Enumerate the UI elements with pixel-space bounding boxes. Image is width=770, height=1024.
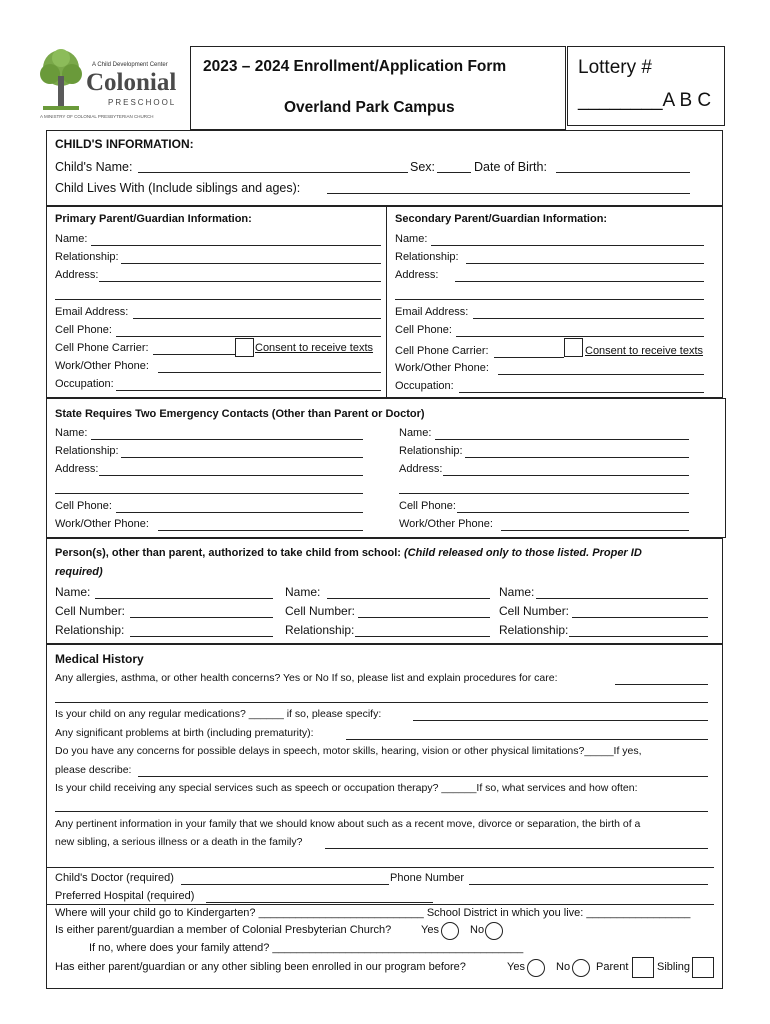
enrolled-question: Has either parent/guardian or any other sibling been enrolled in our program before? [55,961,466,973]
secondary-name-field[interactable] [431,245,704,246]
parent-label: Parent [596,961,629,973]
lottery-label: Lottery # [578,57,652,78]
emergency2-address-label: Address: [399,463,443,475]
pickup3-cell-label: Cell Number: [499,604,570,618]
doctor-phone-field[interactable] [469,884,708,885]
pickup1-cell-label: Cell Number: [55,604,126,618]
child-name-label: Child's Name: [55,160,133,174]
emergency1-address-label: Address: [55,463,99,475]
medical-q6-field[interactable] [325,848,708,849]
medical-q2: Is your child on any regular medications? ______ if so, please specify: [55,708,382,720]
secondary-cell-label: Cell Phone: [395,324,452,336]
pickup-note: (Child released only to those listed. Proper ID [404,547,642,559]
emergency1-work-label: Work/Other Phone: [55,518,149,530]
emergency2-name-field[interactable] [435,439,689,440]
pickup2-name-field[interactable] [327,598,490,599]
primary-email-label: Email Address: [55,306,129,318]
enrolled-yes-radio[interactable] [527,959,545,977]
logo-tagline: A Child Development Center [92,62,168,68]
member-yes-radio[interactable] [441,922,459,940]
emergency2-cell-label: Cell Phone: [399,500,456,512]
medical-heading: Medical History [55,652,144,666]
primary-cell-label: Cell Phone: [55,324,112,336]
secondary-address-field-2[interactable] [395,299,704,300]
secondary-name-label: Name: [395,233,428,245]
tree-icon [38,48,84,114]
emergency1-address-field[interactable] [99,475,363,476]
pickup3-name-label: Name: [499,585,535,599]
emergency1-work-field[interactable] [158,530,363,531]
primary-name-field[interactable] [91,245,381,246]
pickup1-relationship-field[interactable] [130,636,273,637]
secondary-work-label: Work/Other Phone: [395,362,489,374]
pickup1-relationship-label: Relationship: [55,623,125,637]
emergency2-address-field[interactable] [443,475,689,476]
primary-work-field[interactable] [158,372,381,373]
secondary-email-label: Email Address: [395,306,469,318]
secondary-work-field[interactable] [498,374,704,375]
member-yes-label: Yes [421,924,439,936]
enrolled-yes-label: Yes [507,961,525,973]
pickup-heading [55,547,642,560]
pickup2-relationship-label: Relationship: [285,623,355,637]
member-no-radio[interactable] [485,922,503,940]
pickup2-cell-field[interactable] [358,617,490,618]
primary-email-field[interactable] [133,318,381,319]
medical-q3: Any significant problems at birth (including prematurity): [55,727,314,739]
dob-label: Date of Birth: [474,160,547,174]
secondary-relationship-label: Relationship: [395,251,459,263]
primary-address-field[interactable] [99,281,381,282]
dob-field[interactable] [556,172,690,173]
primary-name-label: Name: [55,233,88,245]
pickup1-name-label: Name: [55,585,91,599]
secondary-cell-field[interactable] [456,336,704,337]
emergency1-cell-label: Cell Phone: [55,500,112,512]
primary-heading: Primary Parent/Guardian Information: [55,213,252,225]
secondary-consent-checkbox[interactable] [564,338,583,357]
secondary-occupation-field[interactable] [459,392,704,393]
medical-q3-field[interactable] [346,739,708,740]
member-question: Is either parent/guardian a member of Colonial Presbyterian Church? [55,924,392,936]
medical-divider [46,867,714,868]
parents-divider [386,206,387,398]
emergency1-cell-field[interactable] [116,512,363,513]
emergency1-relationship-field[interactable] [121,457,363,458]
member-no-label: No [470,924,485,936]
doctor-label: Child's Doctor (required) [55,872,174,884]
kindergarten-question: Where will your child go to Kindergarten? ___________________________ School District in which you live: _________________ [55,907,691,919]
emergency1-relationship-label: Relationship: [55,445,119,457]
primary-address-label: Address: [55,269,99,281]
pickup2-cell-label: Cell Number: [285,604,356,618]
medical-section [46,644,723,989]
secondary-heading: Secondary Parent/Guardian Information: [395,213,608,225]
enrolled-no-label: No [556,961,571,973]
sex-label: Sex: [410,160,436,174]
primary-consent-label: Consent to receive texts [255,342,374,354]
pickup-note-2: required) [55,566,103,578]
pickup3-relationship-label: Relationship: [499,623,569,637]
emergency2-relationship-label: Relationship: [399,445,463,457]
medical-q1: Any allergies, asthma, or other health concerns? Yes or No If so, please list and explain procedures for care: [55,672,558,684]
secondary-address-label: Address: [395,269,439,281]
doctor-phone-label: Phone Number [390,872,464,884]
sibling-label: Sibling [657,961,691,973]
hospital-label: Preferred Hospital (required) [55,890,195,902]
pickup3-relationship-field[interactable] [569,636,708,637]
enrolled-no-radio[interactable] [572,959,590,977]
primary-occupation-field[interactable] [116,390,381,391]
emergency2-address-field-2[interactable] [399,493,689,494]
secondary-email-field[interactable] [473,318,704,319]
medical-q5-field[interactable] [55,811,708,812]
emergency2-relationship-field[interactable] [465,457,689,458]
primary-cell-field[interactable] [116,336,381,337]
pickup1-cell-field[interactable] [130,617,273,618]
pickup3-name-field[interactable] [536,598,708,599]
pickup2-relationship-field[interactable] [355,636,490,637]
medical-q6b: new sibling, a serious illness or a death in the family? [55,836,303,848]
campus-title: Overland Park Campus [284,99,455,116]
medical-q4b: please describe: [55,764,132,776]
emergency2-cell-field[interactable] [457,512,689,513]
lottery-value[interactable]: ________A B C [578,90,712,111]
emergency1-name-field[interactable] [91,439,363,440]
secondary-carrier-field[interactable] [494,357,564,358]
emergency2-name-label: Name: [399,427,432,439]
lives-with-field[interactable] [327,193,690,194]
primary-carrier-field[interactable] [153,354,235,355]
parent-checkbox[interactable] [632,957,654,978]
primary-relationship-field[interactable] [121,263,381,264]
secondary-occupation-label: Occupation: [395,380,454,392]
primary-relationship-label: Relationship: [55,251,119,263]
logo-ministry: A MINISTRY OF COLONIAL PRESBYTERIAN CHURCH [40,114,154,119]
medical-q4: Do you have any concerns for possible delays in speech, motor skills, hearing, vision or other physical limitations?_____If yes, [55,745,642,757]
primary-carrier-label: Cell Phone Carrier: [55,342,149,354]
primary-work-label: Work/Other Phone: [55,360,149,372]
hospital-divider [46,904,714,905]
secondary-consent-label: Consent to receive texts [585,345,704,357]
medical-q5: Is your child receiving any special services such as speech or occupation therapy? ______If so, what services and how often: [55,782,638,794]
attend-question: If no, where does your family attend? _________________________________________ [89,942,524,954]
pickup3-cell-field[interactable] [572,617,708,618]
logo [38,48,178,120]
pickup1-name-field[interactable] [95,598,273,599]
medical-q1-field-2[interactable] [55,702,708,703]
primary-occupation-label: Occupation: [55,378,114,390]
child-heading: CHILD'S INFORMATION: [55,137,194,151]
emergency2-work-label: Work/Other Phone: [399,518,493,530]
child-name-field[interactable] [138,172,408,173]
medical-q4-field[interactable] [138,776,708,777]
primary-consent-checkbox[interactable] [235,338,254,357]
form-title: 2023 – 2024 Enrollment/Application Form [203,58,507,75]
pickup-heading-text: Person(s), other than parent, authorized to take child from school: [55,547,401,559]
lives-with-label: Child Lives With (Include siblings and ages): [55,181,301,195]
emergency-heading: State Requires Two Emergency Contacts (Other than Parent or Doctor) [55,408,425,420]
pickup2-name-label: Name: [285,585,321,599]
emergency2-work-field[interactable] [501,530,689,531]
hospital-field[interactable] [206,902,433,903]
medical-q6: Any pertinent information in your family that we should know about such as a recent move, divorce or separation, the birth of a [55,818,641,830]
logo-name: Colonial [86,69,177,96]
doctor-field[interactable] [181,884,389,885]
secondary-carrier-label: Cell Phone Carrier: [395,345,489,357]
sex-field[interactable] [437,172,471,173]
emergency1-name-label: Name: [55,427,88,439]
secondary-address-field[interactable] [455,281,704,282]
medical-q2-field[interactable] [413,720,708,721]
sibling-checkbox[interactable] [692,957,714,978]
secondary-relationship-field[interactable] [466,263,704,264]
logo-sub: PRESCHOOL [108,98,177,107]
primary-address-field-2[interactable] [55,299,381,300]
emergency1-address-field-2[interactable] [55,493,363,494]
medical-q1-field[interactable] [615,684,708,685]
